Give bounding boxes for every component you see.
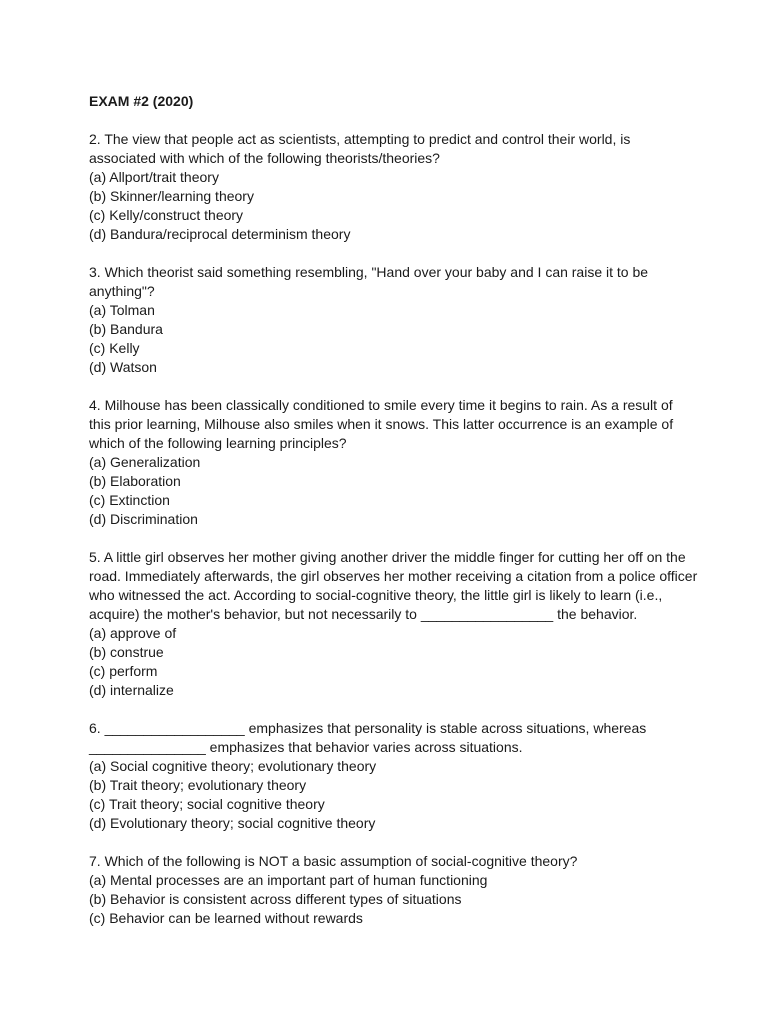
answer-option: (c) Trait theory; social cognitive theory — [89, 796, 325, 812]
answer-option: (a) Mental processes are an important part of human functioning — [89, 872, 488, 888]
answer-option: (b) Bandura — [89, 321, 163, 337]
answer-option: (b) construe — [89, 644, 164, 660]
answer-option: (c) Extinction — [89, 492, 170, 508]
answer-option: (c) Kelly/construct theory — [89, 207, 244, 223]
question-stem: 7. Which of the following is NOT a basic assumption of social-cognitive theory? — [89, 853, 578, 869]
answer-options — [89, 301, 698, 377]
answer-option: (a) Tolman — [89, 302, 155, 318]
answer-options — [89, 168, 698, 244]
question-2 — [89, 130, 698, 244]
answer-option: (d) Watson — [89, 359, 157, 375]
question-4 — [89, 396, 698, 529]
answer-option: (c) Kelly — [89, 340, 140, 356]
answer-option: (c) perform — [89, 663, 158, 679]
question-stem: 4. Milhouse has been classically conditioned to smile every time it begins to rain. As a result of this prior learning, Milhouse also smiles when it snows. This latter occurrence is an example of which of the following learning principles? — [89, 397, 674, 451]
answer-option: (b) Skinner/learning theory — [89, 188, 254, 204]
answer-option: (d) internalize — [89, 682, 174, 698]
answer-options — [89, 871, 698, 928]
answer-option: (a) Social cognitive theory; evolutionary theory — [89, 758, 377, 774]
question-5 — [89, 548, 698, 700]
question-3 — [89, 263, 698, 377]
answer-option: (d) Evolutionary theory; social cognitive theory — [89, 815, 376, 831]
answer-option: (a) approve of — [89, 625, 177, 641]
question-stem: 2. The view that people act as scientists, attempting to predict and control their world, is associated with which of the following theorists/theories? — [89, 131, 631, 166]
question-6 — [89, 719, 698, 833]
question-7 — [89, 852, 698, 928]
answer-option: (b) Behavior is consistent across different types of situations — [89, 891, 462, 907]
answer-options — [89, 453, 698, 529]
answer-option: (a) Allport/trait theory — [89, 169, 219, 185]
answer-option: (a) Generalization — [89, 454, 201, 470]
answer-option: (d) Bandura/reciprocal determinism theory — [89, 226, 351, 242]
answer-option: (d) Discrimination — [89, 511, 198, 527]
exam-title: EXAM #2 (2020) — [89, 93, 194, 109]
answer-options — [89, 757, 698, 833]
answer-option: (c) Behavior can be learned without rewards — [89, 910, 363, 926]
answer-option: (b) Elaboration — [89, 473, 181, 489]
question-stem: 3. Which theorist said something resembling, "Hand over your baby and I can raise it to be anything"? — [89, 264, 649, 299]
question-stem: 5. A little girl observes her mother giving another driver the middle finger for cutting her off on the road. Immediately afterwards, the girl observes her mother receiving a citation from a police officer who witnessed the act. According to social-cognitive theory, the little girl is likely to learn (i.e., acquire) the mother's behavior, but not necessarily to _________________ the behavior. — [89, 549, 698, 622]
answer-options — [89, 624, 698, 700]
answer-option: (b) Trait theory; evolutionary theory — [89, 777, 307, 793]
question-stem: 6. __________________ emphasizes that personality is stable across situations, whereas _______________ emphasizes that behavior varies across situations. — [89, 720, 647, 755]
